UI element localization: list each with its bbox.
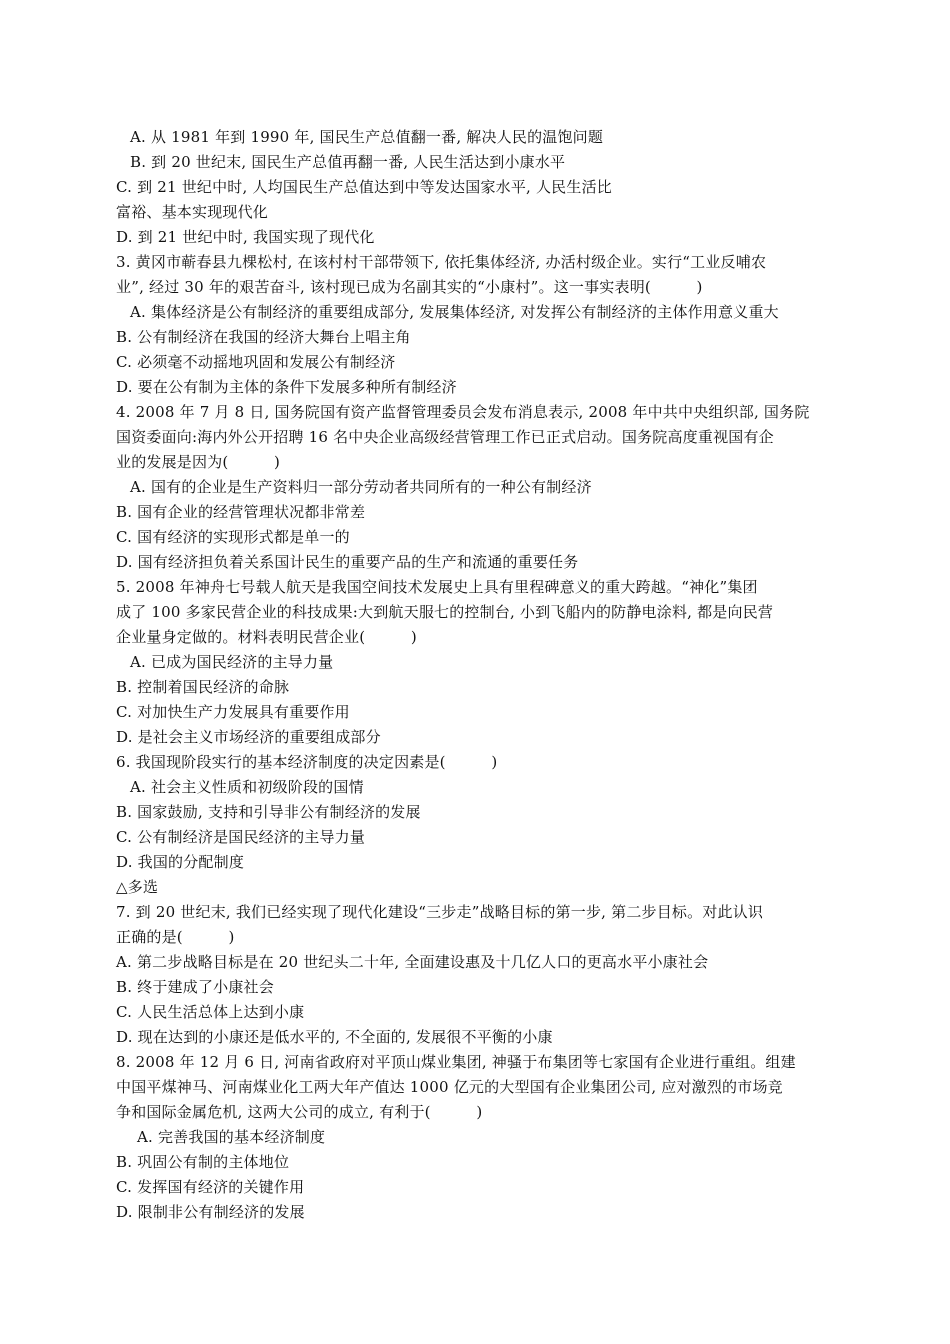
question-8-stem: 争和国际金属危机, 这两大公司的成立, 有利于( ) — [116, 1103, 483, 1121]
option-line: A. 社会主义性质和初级阶段的国情 — [130, 778, 364, 796]
option-line: A. 已成为国民经济的主导力量 — [130, 653, 334, 671]
question-4-stem: 国资委面向:海内外公开招聘 16 名中央企业高级经营管理工作已正式启动。国务院高度重视国有企 — [116, 428, 774, 446]
option-line: C. 到 21 世纪中时, 人均国民生产总值达到中等发达国家水平, 人民生活比 — [116, 178, 612, 196]
option-line: A. 国有的企业是生产资料归一部分劳动者共同所有的一种公有制经济 — [130, 478, 592, 496]
option-line: B. 控制着国民经济的命脉 — [116, 678, 290, 696]
option-line: D. 现在达到的小康还是低水平的, 不全面的, 发展很不平衡的小康 — [116, 1028, 553, 1046]
option-line: D. 到 21 世纪中时, 我国实现了现代化 — [116, 228, 375, 246]
question-8-stem: 中国平煤神马、河南煤业化工两大年产值达 1000 亿元的大型国有企业集团公司, 应对激烈的市场竞 — [116, 1078, 783, 1096]
option-line: A. 完善我国的基本经济制度 — [137, 1128, 326, 1146]
option-line-continued: 富裕、基本实现现代化 — [116, 203, 269, 221]
option-line: B. 国有企业的经营管理状况都非常差 — [116, 503, 366, 521]
option-line: B. 公有制经济在我国的经济大舞台上唱主角 — [116, 328, 411, 346]
question-4-stem: 业的发展是因为( ) — [116, 453, 281, 471]
option-line: B. 国家鼓励, 支持和引导非公有制经济的发展 — [116, 803, 421, 821]
question-3-stem: 3. 黄冈市蕲春县九棵松村, 在该村村干部带领下, 依托集体经济, 办活村级企业。实行“工业反哺农 — [116, 253, 767, 271]
section-heading-multiple-choice: △多选 — [116, 878, 159, 896]
option-line: A. 从 1981 年到 1990 年, 国民生产总值翻一番, 解决人民的温饱问题 — [130, 128, 604, 146]
option-line: D. 是社会主义市场经济的重要组成部分 — [116, 728, 381, 746]
option-line: A. 第二步战略目标是在 20 世纪头二十年, 全面建设惠及十几亿人口的更高水平小康社会 — [116, 953, 709, 971]
option-line: B. 到 20 世纪末, 国民生产总值再翻一番, 人民生活达到小康水平 — [130, 153, 566, 171]
question-5-stem: 成了 100 多家民营企业的科技成果:大到航天服七的控制台, 小到飞船内的防静电涂料, 都是向民营 — [116, 603, 774, 621]
question-5-stem: 5. 2008 年神舟七号载人航天是我国空间技术发展史上具有里程碑意义的重大跨越。“神化”集团 — [116, 578, 758, 596]
option-line: B. 巩固公有制的主体地位 — [116, 1153, 290, 1171]
option-line: B. 终于建成了小康社会 — [116, 978, 274, 996]
option-line: C. 对加快生产力发展具有重要作用 — [116, 703, 350, 721]
option-line: D. 国有经济担负着关系国计民生的重要产品的生产和流通的重要任务 — [116, 553, 579, 571]
option-line: C. 国有经济的实现形式都是单一的 — [116, 528, 350, 546]
option-line: C. 必须毫不动摇地巩固和发展公有制经济 — [116, 353, 396, 371]
option-line: C. 发挥国有经济的关键作用 — [116, 1178, 305, 1196]
question-3-stem: 业”, 经过 30 年的艰苦奋斗, 该村现已成为名副其实的“小康村”。这一事实表明( ) — [116, 278, 703, 296]
option-line: C. 公有制经济是国民经济的主导力量 — [116, 828, 366, 846]
option-line: D. 限制非公有制经济的发展 — [116, 1203, 305, 1221]
question-7-stem: 正确的是( ) — [116, 928, 235, 946]
option-line: D. 要在公有制为主体的条件下发展多种所有制经济 — [116, 378, 457, 396]
option-line: C. 人民生活总体上达到小康 — [116, 1003, 305, 1021]
question-4-stem: 4. 2008 年 7 月 8 日, 国务院国有资产监督管理委员会发布消息表示, 2008 年中共中央组织部, 国务院 — [116, 403, 810, 421]
question-5-stem: 企业量身定做的。材料表明民营企业( ) — [116, 628, 417, 646]
question-7-stem: 7. 到 20 世纪末, 我们已经实现了现代化建设“三步走”战略目标的第一步, 第二步目标。对此认识 — [116, 903, 764, 921]
option-line: A. 集体经济是公有制经济的重要组成部分, 发展集体经济, 对发挥公有制经济的主体作用意义重大 — [130, 303, 779, 321]
option-line: D. 我国的分配制度 — [116, 853, 245, 871]
question-6-stem: 6. 我国现阶段实行的基本经济制度的决定因素是( ) — [116, 753, 498, 771]
question-8-stem: 8. 2008 年 12 月 6 日, 河南省政府对平顶山煤业集团, 神骚于布集团等七家国有企业进行重组。组建 — [116, 1053, 796, 1071]
